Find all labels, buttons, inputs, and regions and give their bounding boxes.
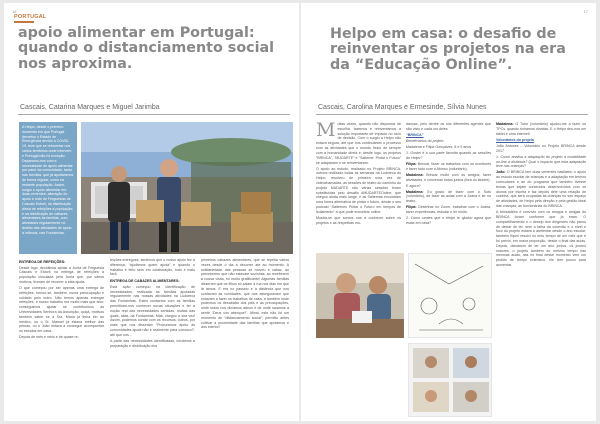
volunteer-names: João Antunes – Voluntário no Projeto BRINCA desde 2017: [496, 143, 586, 153]
right-column-1-lower: [316, 343, 404, 418]
col1-paragraph: Desde logo, decidimos apoiar a Junta de Freguesia Cascais e Estoril na entrega de refeições à população vinculada pela Junta que, por vários motivos, tiveram de recorrer a esta ajuda.: [19, 265, 104, 284]
col1-paragraph: O que começou por ser apenas uma entrega de refeições, tornou-se, também, numa preocupação e cuidado pelo outro. Não temos apenas entregar refeições, e nosso trabalho era muito mais que isso: conseguimos ajudar se contribuímos às Universidades Senhora da Assunção, quiçá, motivos também saber se a Sra. Maria já tinha ido ao médico, ou o Sr. Manuel já estava melhor das pernas, ou o João estava a conseguir acompanhar os estudos em casa…: [19, 285, 104, 334]
speaker-name: João:: [496, 170, 506, 175]
volunteers-title: Voluntários do projeto: [496, 137, 535, 142]
page-number-left: 16: [12, 9, 17, 14]
col3-paragraph: primeiros cabazes alimentares, que se repetia vários vezes desde o dia à decorrer até ao momento. A solidariedade das pessoas se moveu e cabaz, ao perceberem que não estavam sozinhas, ao receberem a nossa visita, foi muito gratificante! Algumas famílias disseram que os filhos só saiam à rua nos dias em que lá iamos. E era no passeio e à distância que nos contavam as novidades, que nos asseguravam que estavam a fazer os trabalhos de casa, a também onde pudemos os desabafar dos pais e as preocupações, onde todos nos dizíamos adeus e de onde saíamos a sentir “Deus vos abençoe!”. Afinal, este não foi um momento de “distanciamento social”, permitiu antes cultivar a proximidade das famílias que apoiamos e aos interior!: [201, 258, 289, 330]
right-page: [300, 3, 596, 421]
right-column-2: [406, 122, 491, 247]
answer-text: O Tutor (voluntário) ajudou-me a fazer os TPCs, quando tínhamos dúvidas. E o Helpo deu-nos um tablet e uma internet!: [496, 122, 586, 136]
child-drawing: [408, 253, 492, 338]
speaker-name: Filipa:: [406, 205, 417, 210]
right-column-1: [316, 122, 401, 247]
section-label: PORTUGAL: [14, 14, 47, 20]
left-column-3: [201, 258, 289, 418]
col1-paragraph: Mostra-se que somos nós a conhecer sobre os projetos e as respetivas mu-: [316, 215, 401, 225]
left-article-title: apoio alimentar em Portugal: quando o distanciamento social nos aproxima.: [18, 25, 275, 72]
answer-text: Desenhar no Zoom, trabalhar com o Joana, fazer experiências, estudar e ler muito.: [406, 205, 491, 214]
right-article-title: Helpo em casa: o desafio de reinventar os projetos na era da “Educação Online”.: [330, 26, 566, 73]
question-2: 2. Como sentes que o Helpo te ajudou agora que estás em casa?: [406, 216, 491, 225]
left-page: [4, 3, 300, 421]
col2-paragraph: feições entregues, sentimos que o nosso apoio fez a diferença, “ajudámos quem ajuda” e quando o trabalho é feito sem em colaboração, tudo é mais fácil.: [110, 258, 195, 277]
answer-text: A brincadeira é convívio com os amigos e amigas do BRINCA foram conforme que já eram. O compartilhamento e o desejo dos dirigentes não parou de deixar de ter, sem a falha da conexão e o nível e foco do projeto estava a aumentar desde o ano escolar, também fiquei resolvi no meu tempo de um mês que é foi prévio, em maior proporção, desde o final das aulas. Depois, deixámos de ter um ano juntos, os jovens maiores, o projeto também ao mesmo tempo nas mesmas aulas, nas no final desse momento vem um pedido de tempo extensivo, ele tem pouco para aumentar.: [496, 210, 586, 267]
magazine-spread: [4, 3, 596, 421]
page-number-right: 17: [583, 9, 588, 14]
brinca-subtitle: Beneficiários do projeto: [406, 139, 444, 144]
children-study-photo: [316, 253, 404, 338]
answer-text: Brincar, fazer os trabalhos com os monitores e fazer tudo com o Afonso (voluntário).: [406, 161, 491, 171]
left-authors-rule: [18, 114, 290, 115]
left-article-authors: Cascais, Catarina Marques e Miguel Jarimba: [20, 104, 160, 111]
speaker-name: Madalena:: [406, 172, 424, 177]
volunteers-photo: [81, 122, 293, 254]
right-authors-rule: [316, 114, 588, 115]
video-call-screenshot-image: [409, 344, 492, 417]
col1-paragraph: uitas vezes, quando não dispomos de escolha, fazemos e reinventamos a solução importante de impacto no ciclo de decisão. Com o surgiu a Helpo não estava segura, até que nos continuaram o processo com as atividades que o mundo físico de sempre com a humanidade direta e, desde logo, os projetos “BRINCA”, “MUDARTE” e “Salterne: Pintar o Futuro” se adaptaram e se reinventaram.: [316, 122, 401, 165]
right-article-authors: Cascais, Carolina Marques e Ermesinde, Sílvia Nunes: [318, 104, 487, 111]
baskets-heading: ENTREGA DE CABAZES ALIMENTARES:: [110, 278, 180, 283]
right-column-3: [496, 122, 586, 418]
speaker-name: Madalena:: [406, 189, 424, 194]
answer-text: Eu gosto de fazer com o Soto (voluntário), de fazer as aulas com a Joana e ler no teatro.: [406, 189, 491, 204]
video-call-screenshot: [408, 343, 492, 417]
speaker-name: Madalena:: [496, 122, 514, 126]
col1-paragraph: O apoio ao estudo, realizado no Projeto BRINCA, outrora realizado todas as semanas na Ludoteca do Helpo, resolveu de primeira uma vez de videochamadas, as sessões de teatro do caminho do projeto MUDARTE são várias sessões foram substituídas pelo desafio #MUDARTEOnline, que chegou ainda mais longe, e as Salternas encontram uma forma alternativa de pintar o futuro, desde o seu podcast “Salternes Pintar o Futuro em tempos de isolamento” a que pode encontrar online.: [316, 166, 401, 214]
intro-sidebar-text: A Helpo, desde o primeiro momento em que Portugal decretou o Estado de Emergência devido à COVID-19, teve que se reinventar nos vários territórios onde intervém e Portugal não foi exceção. Deparamo-nos com a necessidade de apoio alimentar por parte da comunidade, tanto nas famílias, que já apoiávamos de forma regular, como na restante população. Assim, surgiu o apoio alimentar em duas vertentes: alteração do apoio à rede de Freguesias de Cascais Estoril, na distribuição diária de refeições à população; e na distribuição de cabazes alimentares às famílias, com atividades regularmente no âmbito das atividades de apoio à infância, nas Fontainhas.: [22, 125, 74, 235]
dropcap-letter: M: [316, 122, 336, 141]
question-3: 1. Como analisa a adaptação do projeto à modalidade on-line à distância? Qual o impacto que esta adaptação teve nas crianças?: [496, 154, 586, 169]
brinca-names: Madalena e Filipa Gonçalves, 8 e 9 anos: [406, 145, 472, 150]
children-study-photo-image: [316, 253, 404, 338]
left-column-1: [19, 258, 104, 418]
question-1: 1. Gostei é a sua parte favorita quando as sessões do Helpo?: [406, 151, 491, 160]
col1-paragraph: Depois de mês e meio e de quase re-: [19, 335, 79, 340]
col2-paragraph: A partir das necessidades identificadas, iniciámos a preparação e distribuição dos: [110, 338, 195, 348]
left-column-2: [110, 258, 195, 418]
col2-paragraph: danças, pelo dentre os nós diferentes agentes que são visto e cada um deles.: [406, 122, 491, 131]
meals-heading: ENTREGA DE REFEIÇÕES:: [19, 259, 66, 264]
col2-paragraph: Esta ação começou na identificação de necessidades, realizada às famílias apoiadas regularmente nas nossas atividades na Ludoteca das Fontainhas. Estes contactos com as famílias permitiram-nos conhecer novas situações e ter a noção real das necessidades sentidas, muitas das quais, aliás, da Fontainhas. Mas, chegou a sua vez! Assim, pudemos contar com os recursos; outros, por mais que nos disseram “Procuramos apoio às comunidades ajuda não é realmente para conosco!”, até que nós...: [110, 284, 195, 337]
speaker-name: Filipa:: [406, 161, 417, 166]
volunteers-photo-image: [81, 122, 293, 254]
intro-sidebar-box: [19, 122, 77, 254]
brinca-title: “BRINCA”: [406, 133, 424, 138]
section-rule: [14, 21, 34, 23]
answer-text: Brincar muito com os amigos, fazer atividades, e conversar todos juntos (fora do lanche).: [406, 172, 491, 182]
child-drawing-image: [409, 254, 492, 338]
answer-text: O BRINCA tem duas vertentes basilares: o apoio ao estudo escolar de crianças e a adaptação em termos curriculares e ao do programa que também tivesse temas que sejam conteúdos desenvolvidos com os alunos por escrita e faz depois dele uma relação de cozinha, que será ocupadas às crianças no seu espaço de atividades, de Helpo pela direção e pela gestão ideal das crianças, as funcionárias do BRINCA.: [496, 170, 586, 209]
and-now-label: E agora?: [406, 183, 421, 188]
